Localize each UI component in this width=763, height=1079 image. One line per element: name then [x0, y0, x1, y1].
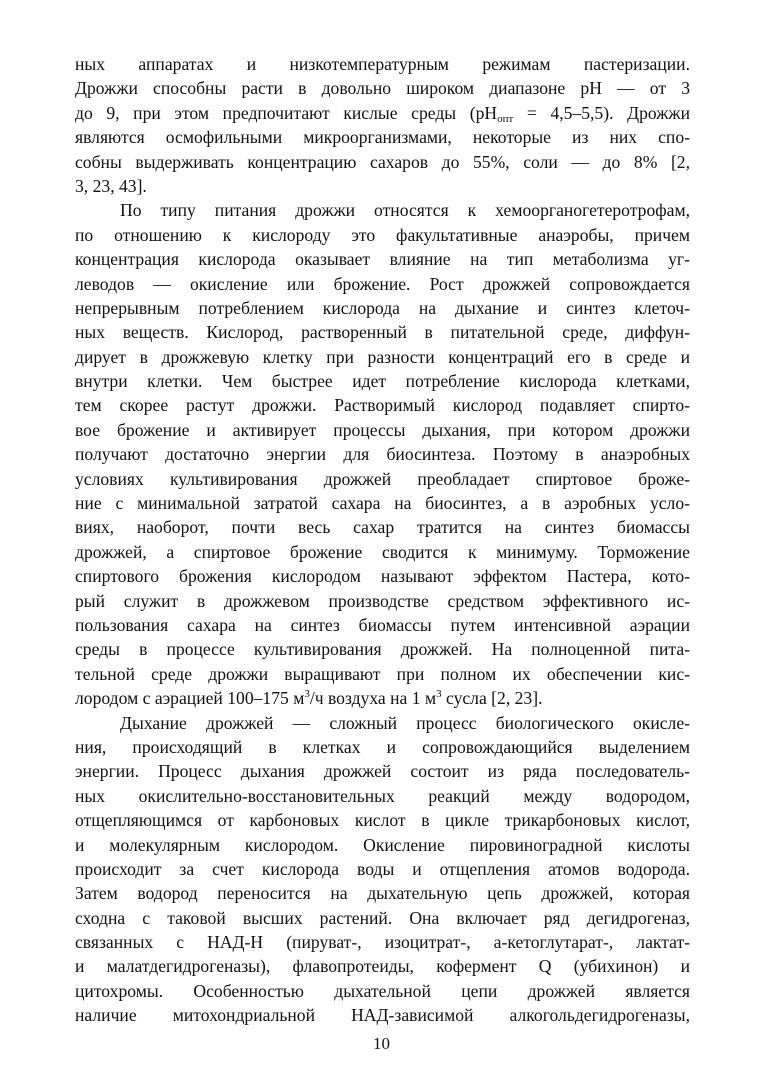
text-line: тельной среде дрожжи выращивают при полном их обеспечении кис-: [75, 663, 690, 684]
text-line: цитохромы. Особенностью дыхательной цепи дрожжей является: [75, 980, 690, 1001]
text-line: среды в процессе культивирования дрожжей. На полноценной пита-: [75, 639, 690, 660]
text-line: условиях культивирования дрожжей преобладает спиртовое броже-: [75, 468, 690, 489]
text-line: тем скорее растут дрожжи. Растворимый кислород подавляет спирто-: [75, 395, 690, 416]
text-line: вое брожение и активирует процессы дыхания, при котором дрожжи: [75, 419, 690, 440]
text-line: дрожжей, а спиртовое брожение сводится к минимуму. Торможение: [75, 541, 690, 562]
text-line: ных окислительно-восстановительных реакций между водородом,: [75, 785, 690, 806]
text-line: ных аппаратах и низкотемпературным режимам пастеризации.: [75, 54, 690, 74]
text-line: ния, происходящий в клетках и сопровождающийся выделением: [75, 736, 690, 757]
text-line: дирует в дрожжевую клетку при разности концентраций его в среде и: [75, 346, 690, 367]
text-line: леводов — окисление или брожение. Рост дрожжей сопровождается: [75, 273, 690, 294]
text-fragment: до 9, при этом предпочитают кислые среды (pH: [75, 102, 498, 123]
text-line: энергии. Процесс дыхания дрожжей состоит из ряда последователь-: [75, 761, 690, 782]
text-fragment: сусла [2, 23].: [441, 688, 543, 709]
text-line: [75, 686, 690, 710]
text-line: [75, 101, 690, 125]
text-line: получают достаточно энергии для биосинтеза. Поэтому в анаэробных: [75, 444, 690, 465]
text-line: Дрожжи способны расти в довольно широком диапазоне pH — от 3: [75, 78, 690, 99]
text-line: виях, наоборот, почти весь сахар тратится на синтез биомассы: [75, 517, 690, 538]
subscript: опт: [497, 112, 514, 125]
text-line: рый служит в дрожжевом производстве средством эффективного ис-: [75, 590, 690, 611]
text-line: пользования сахара на синтез биомассы путем интенсивной аэрации: [75, 614, 690, 635]
text-line: концентрация кислорода оказывает влияние на тип метаболизма уг-: [75, 249, 690, 270]
body-text: [75, 52, 690, 1028]
text-line: отщепляющимся от карбоновых кислот в цикле трикарбоновых кислот,: [75, 810, 690, 831]
text-line: и молекулярным кислородом. Окисление пировиноградной кислоты: [75, 834, 690, 855]
text-fragment: = 4,5–5,5). Дрожжи: [513, 102, 690, 123]
text-fragment: /ч воздуха на 1 м: [309, 688, 437, 709]
text-line: Затем водород переносится на дыхательную цепь дрожжей, которая: [75, 883, 690, 904]
superscript: 3: [304, 688, 310, 701]
text-line: и малатдегидрогеназы), флавопротеиды, кофермент Q (убихинон) и: [75, 956, 690, 977]
paragraph-first-line: Дыхание дрожжей — сложный процесс биологического окисле-: [120, 712, 690, 733]
text-line: сходна с таковой высших растений. Она включает ряд дегидрогеназ,: [75, 907, 690, 928]
superscript: 3: [436, 688, 442, 701]
text-line: связанных с НАД-Н (пируват-, изоцитрат-, а-кетоглутарат-, лактат-: [75, 932, 690, 953]
text-line: ние с минимальной затратой сахара на биосинтез, а в аэробных усло-: [75, 493, 690, 514]
text-line: являются осмофильными микроорганизмами, некоторые из них спо-: [75, 127, 690, 148]
text-line: непрерывным потреблением кислорода на дыхание и синтез клеточ-: [75, 297, 690, 318]
text-line: внутри клетки. Чем быстрее идет потребление кислорода клетками,: [75, 371, 690, 392]
text-line: ных веществ. Кислород, растворенный в питательной среде, диффун-: [75, 322, 690, 343]
text-line: происходит за счет кислорода воды и отщепления атомов водорода.: [75, 858, 690, 879]
text-line: по отношению к кислороду это факультативные анаэробы, причем: [75, 224, 690, 245]
text-line: 3, 23, 43].: [75, 175, 147, 196]
text-line: спиртового брожения кислородом называют эффектом Пастера, кото-: [75, 566, 690, 587]
page-number: 10: [373, 1034, 390, 1053]
text-line: наличие митохондриальной НАД-зависимой алкогольдегидрогеназы,: [75, 1005, 690, 1026]
text-fragment: лородом с аэрацией 100–175 м: [75, 688, 305, 709]
paragraph-first-line: По типу питания дрожжи относятся к хемоорганогетеротрофам,: [120, 200, 690, 221]
text-line: собны выдерживать концентрацию сахаров до 55%, соли — до 8% [2,: [75, 151, 690, 172]
